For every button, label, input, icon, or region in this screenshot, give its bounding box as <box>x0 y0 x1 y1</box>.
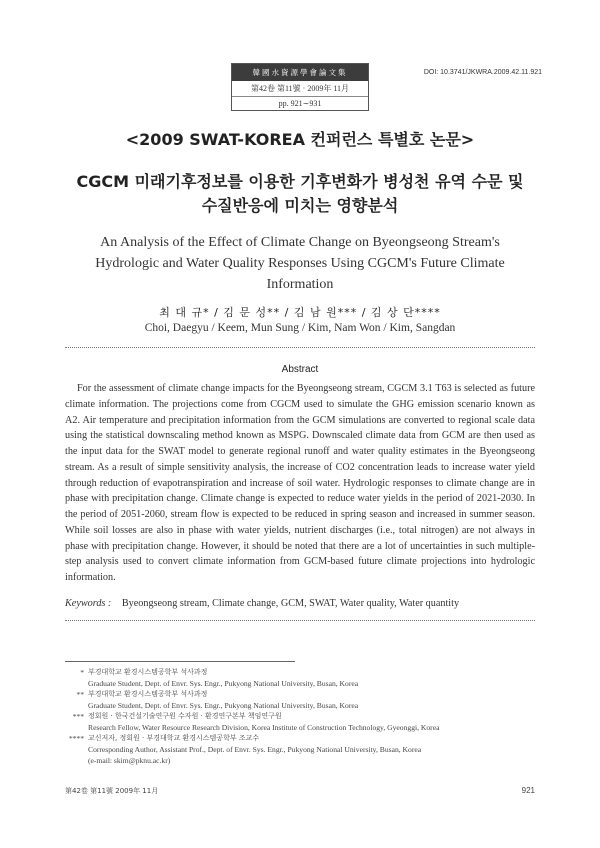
journal-info-box <box>231 63 369 111</box>
divider-dotted-top <box>65 347 535 348</box>
title-korean-line-1: CGCM 미래기후정보를 이용한 기후변화가 병성천 유역 수문 및 <box>76 172 524 191</box>
footnote-affiliation-en: Graduate Student, Dept. of Envr. Sys. Engr., Pukyong National University, Busan, Korea <box>88 679 359 688</box>
authors-korean: 최 대 규* / 김 문 성** / 김 남 원*** / 김 상 단**** <box>159 306 441 319</box>
doi: DOI: 10.3741/JKWRA.2009.42.11.921 <box>423 69 542 76</box>
footnotes <box>65 667 545 766</box>
keywords <box>65 598 535 609</box>
footnote-affiliation-ko: 부경대학교 환경시스템공학부 석사과정 <box>88 690 208 698</box>
footnote-mark: **** <box>68 734 84 743</box>
authors-english: Choi, Daegyu / Keem, Mun Sung / Kim, Nam Won / Kim, Sangdan <box>144 322 456 334</box>
journal-volume-issue: 第42卷 第11號 · 2009年 11月 <box>232 81 368 97</box>
footnote-affiliation-ko: 부경대학교 환경시스템공학부 석사과정 <box>88 668 208 676</box>
title-korean-line-2: 수질반응에 미치는 영향분석 <box>201 196 399 215</box>
abstract-text: For the assessment of climate change impacts for the Byeongseong stream, CGCM 3.1 T63 is selected as future climate information. The projections come from CGCM used to simulate the GHG emission scenario known as A2. Air temperature and precipitation information from the GCM simulations are converted to regional scale data using the statistical downscaling method known as MSPG. Downscaled climate data from GCM are then used as the input data for the SWAT model to generate regional runoff and water quality estimates in the Byeongseong stream. As a result of simple sensitivity analysis, the increase of CO2 concentration leads to increase water yield through reduction of evapotranspiration and increase of soil water. Hydrologic responses to climate change are in phase with precipitation change. Climate change is expected to reduce water yields in the period of 2021-2030. In the period of 2051-2060, stream flow is expected to be reduced in spring season and increased in summer season. While soil losses are also in phase with water yields, nutrient discharges (i.e., total nitrogen) are not always in phase with precipitation change. However, it should be noted that there are a lot of uncertainties in such multiple-step analysis used to convert climate information from GCM-based future climate projections into hydrologic information. <box>65 383 535 583</box>
title-english <box>70 232 530 295</box>
journal-pages: pp. 921∼931 <box>278 99 322 108</box>
keywords-list: Byeongseong stream, Climate change, GCM, SWAT, Water quality, Water quantity <box>121 598 460 609</box>
footnote-mark: ** <box>76 690 84 699</box>
footnote-affiliation-en: Graduate Student, Dept. of Envr. Sys. Engr., Pukyong National University, Busan, Korea <box>88 701 359 710</box>
special-issue-label: <2009 SWAT-KOREA 컨퍼런스 특별호 논문> <box>125 130 475 149</box>
footnote-mark: * <box>80 668 84 677</box>
footnote-email: (e-mail: skim@pknu.ac.kr) <box>88 756 171 765</box>
footnote <box>65 733 545 766</box>
footnote-mark: *** <box>72 712 84 721</box>
footnote-rule <box>65 661 295 662</box>
footnote <box>65 711 545 733</box>
divider-dotted-bottom <box>65 620 535 621</box>
footnote-affiliation-ko: 정회원 · 한국건설기술연구원 수자원 · 환경연구본부 책임연구원 <box>88 712 282 720</box>
title-english-line-1: An Analysis of the Effect of Climate Change on Byeongseong Stream's <box>100 235 500 250</box>
keywords-label: Keywords : <box>65 598 112 609</box>
abstract-heading: Abstract <box>281 364 319 375</box>
footer-journal-issue: 第42卷 第11號 2009年 11月 <box>65 787 159 795</box>
footnote <box>65 689 545 711</box>
footnote <box>65 667 545 689</box>
footnote-affiliation-ko: 교신저자, 정회원 · 부경대학교 환경시스템공학부 조교수 <box>88 734 260 742</box>
footnote-affiliation-en: Research Fellow, Water Resource Research Division, Korea Institute of Construction Technology, Gyeonggi, Korea <box>88 723 440 732</box>
title-english-line-3: Information <box>266 277 334 292</box>
title-english-line-2: Hydrologic and Water Quality Responses Using CGCM's Future Climate <box>95 256 505 271</box>
footnote-affiliation-en: Corresponding Author, Assistant Prof., Dept. of Envr. Sys. Engr., Pukyong National University, Busan, Korea <box>88 745 422 754</box>
page-number: 921 <box>521 786 535 795</box>
journal-name: 韓國水資源學會論文集 <box>232 64 368 81</box>
title-korean <box>60 170 540 218</box>
